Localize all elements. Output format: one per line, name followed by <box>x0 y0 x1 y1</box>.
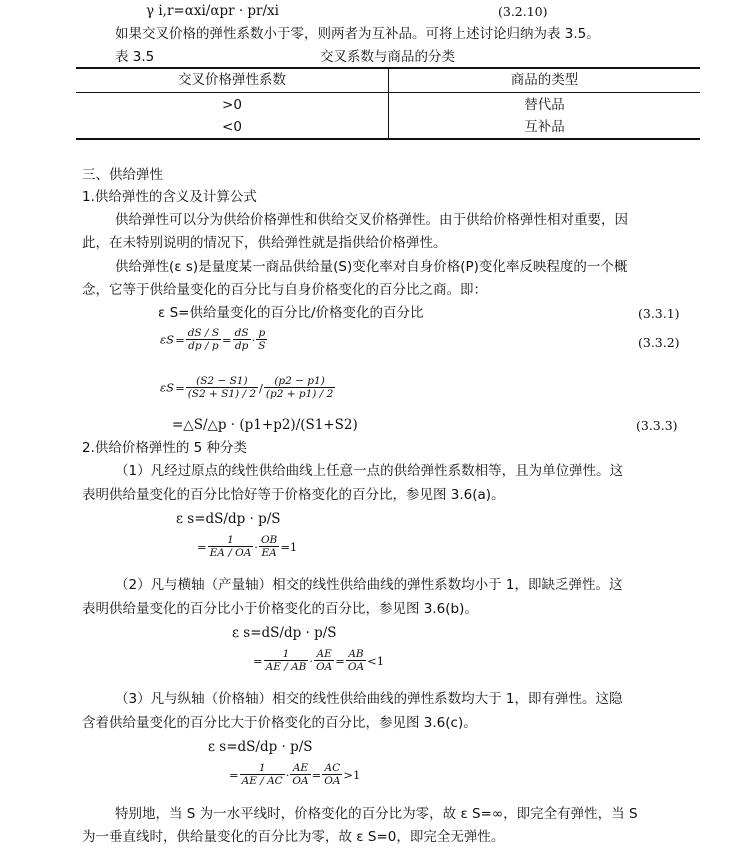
paragraph-line: （1）凡经过原点的线性供给曲线上任意一点的供给弹性系数相等，且为单位弹性。这 <box>115 463 624 479</box>
equation-number: (3.3.2) <box>638 335 680 350</box>
paragraph-line: （3）凡与纵轴（价格轴）相交的线性供给曲线的弹性系数均大于 1，即有弹性。这隐 <box>115 691 623 707</box>
paragraph-line: 含着供给量变化的百分比大于价格变化的百分比，参见图 3.6(c)。 <box>82 715 477 731</box>
paragraph-line: 供给弹性(ε s)是量度某一商品供给量(S)变化率对自身价格(P)变化率反映程度的一个概 <box>115 259 628 275</box>
equation-number: (3.3.3) <box>636 418 678 433</box>
table-cell: 互补品 <box>524 119 565 135</box>
equation-number: (3.3.1) <box>638 306 680 321</box>
case3-derivation: = $\frac{1}{AE / AC}$ · $\frac{AE}{OA}$ = $\frac{AC}{OA}$ >1 <box>229 762 361 787</box>
arc-elasticity-formula: εS= $\frac{(S2 - S1)}{(S2 + S1) / 2}$ / $\frac{(p2 - p1)}{(p2 + p1) / 2}$ <box>160 375 334 400</box>
paragraph-line: 表明供给量变化的百分比小于价格变化的百分比，参见图 3.6(b)。 <box>82 601 478 617</box>
case2-formula: ε s=dS/dp · p/S <box>232 625 337 641</box>
paragraph-line: 供给弹性可以分为供给价格弹性和供给交叉价格弹性。由于供给价格弹性相对重要，因 <box>115 212 628 228</box>
case1-formula: ε s=dS/dp · p/S <box>176 511 281 527</box>
case2-derivation: = $\frac{1}{AE / AB}$ · $\frac{AE}{OA}$ = $\frac{AB}{OA}$ <1 <box>253 648 385 673</box>
table-cell: >0 <box>222 97 242 113</box>
table-label: 表 3.5 <box>115 49 155 65</box>
subsection-title: 1.供给弹性的含义及计算公式 <box>82 189 257 205</box>
paragraph-line: 表明供给量变化的百分比恰好等于价格变化的百分比，参见图 3.6(a)。 <box>82 487 505 503</box>
table-cell: 替代品 <box>524 97 565 113</box>
table-bottom-rule <box>76 138 700 140</box>
table-cell: <0 <box>222 119 242 135</box>
paragraph-line: 为一垂直线时，供给量变化的百分比为零，故 ε S=0，即完全无弹性。 <box>82 829 505 845</box>
equation-3-2-10: γ i,r=αxi/αpr · pr/xi <box>146 3 279 19</box>
paragraph-line: （2）凡与横轴（产量轴）相交的线性供给曲线的弹性系数均小于 1，即缺乏弹性。这 <box>115 577 623 593</box>
equation-3-3-3: =△S/△p · (p1+p2)/(S1+S2) <box>172 417 358 433</box>
subsection-title: 2.供给价格弹性的 5 种分类 <box>82 440 248 456</box>
case3-formula: ε s=dS/dp · p/S <box>208 739 313 755</box>
table-header-cell: 商品的类型 <box>510 72 579 88</box>
equation-3-3-1: ε S=供给量变化的百分比/价格变化的百分比 <box>158 305 424 321</box>
intro-paragraph: 如果交叉价格的弹性系数小于零，则两者为互补品。可将上述讨论归纳为表 3.5。 <box>115 26 600 42</box>
table-title: 交叉系数与商品的分类 <box>320 49 455 65</box>
paragraph-line: 念，它等于供给量变化的百分比与自身价格变化的百分比之商。即： <box>82 282 487 298</box>
paragraph-line: 特别地，当 S 为一水平线时，价格变化的百分比为零，故 ε S=∞，即完全有弹性，当 S <box>115 806 638 822</box>
section-title: 三、供给弹性 <box>82 167 163 183</box>
equation-3-3-2: εS= $\frac{dS / S}{dp / p}$ = $\frac{dS}{dp}$ · $\frac{p}{S}$ <box>160 327 266 352</box>
equation-number: (3.2.10) <box>498 4 548 19</box>
table-header-cell: 交叉价格弹性系数 <box>178 72 286 88</box>
paragraph-line: 此，在未特别说明的情况下，供给弹性就是指供给价格弹性。 <box>82 235 447 251</box>
case1-derivation: = $\frac{1}{EA / OA}$ · $\frac{OB}{EA}$ =1 <box>197 534 298 559</box>
